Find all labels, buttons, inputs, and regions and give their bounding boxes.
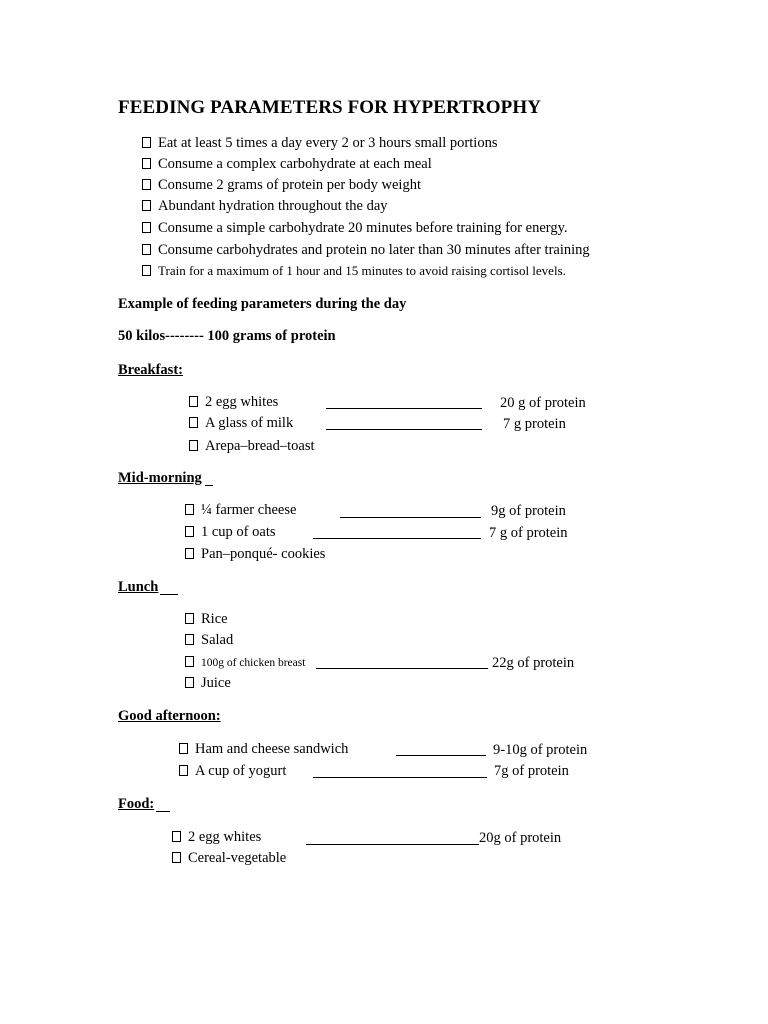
list-item: Salad: [185, 633, 233, 648]
list-item: 2 egg whites: [189, 395, 278, 410]
page-title: FEEDING PARAMETERS FOR HYPERTROPHY: [118, 97, 542, 118]
checkbox-icon: [189, 417, 198, 428]
list-item: Train for a maximum of 1 hour and 15 minutes to avoid raising cortisol levels.: [142, 264, 566, 277]
heading-underline: [205, 485, 213, 486]
fill-line: [326, 408, 482, 409]
list-item: 100g of chicken breast: [185, 656, 305, 670]
list-item: Arepa–bread–toast: [189, 439, 315, 454]
heading-underline: [160, 594, 178, 595]
checkbox-icon: [189, 396, 198, 407]
list-item: Consume carbohydrates and protein no later than 30 minutes after training: [142, 243, 590, 258]
checkbox-icon: [142, 265, 151, 276]
fill-line: [396, 755, 486, 756]
checkbox-icon: [185, 548, 194, 559]
checkbox-icon: [142, 179, 151, 190]
checkbox-icon: [142, 200, 151, 211]
list-item: A cup of yogurt: [179, 764, 286, 779]
example-heading: Example of feeding parameters during the day: [118, 296, 407, 312]
checkbox-icon: [185, 613, 194, 624]
fill-line: [306, 844, 479, 845]
protein-ratio: 50 kilos-------- 100 grams of protein: [118, 328, 336, 344]
protein-amount: 9-10g of protein: [493, 742, 588, 758]
list-item: Rice: [185, 612, 228, 627]
list-item: Abundant hydration throughout the day: [142, 199, 388, 214]
checkbox-icon: [185, 526, 194, 537]
checkbox-icon: [142, 137, 151, 148]
fill-line: [340, 517, 481, 518]
checkbox-icon: [185, 504, 194, 515]
section-heading-food: Food:: [118, 796, 155, 812]
checkbox-icon: [185, 656, 194, 667]
protein-amount: 7 g of protein: [489, 525, 568, 541]
protein-amount: 7 g protein: [503, 416, 566, 432]
list-item: Ham and cheese sandwich: [179, 742, 348, 757]
checkbox-icon: [185, 677, 194, 688]
section-heading-good-afternoon: Good afternoon:: [118, 708, 221, 724]
section-heading-breakfast: Breakfast:: [118, 362, 183, 378]
checkbox-icon: [185, 634, 194, 645]
list-item: Pan–ponqué- cookies: [185, 547, 325, 562]
checkbox-icon: [142, 158, 151, 169]
list-item: Consume a simple carbohydrate 20 minutes before training for energy.: [142, 221, 568, 236]
checkbox-icon: [142, 222, 151, 233]
section-heading-mid-morning: Mid-morning: [118, 470, 202, 486]
list-item: A glass of milk: [189, 416, 293, 431]
list-item: Consume 2 grams of protein per body weight: [142, 178, 421, 193]
protein-amount: 9g of protein: [491, 503, 566, 519]
list-item: 1 cup of oats: [185, 525, 276, 540]
fill-line: [313, 538, 481, 539]
list-item: Eat at least 5 times a day every 2 or 3 hours small portions: [142, 136, 497, 151]
list-item: ¼ farmer cheese: [185, 503, 296, 518]
checkbox-icon: [179, 765, 188, 776]
heading-underline: [156, 811, 170, 812]
fill-line: [316, 668, 488, 669]
checkbox-icon: [189, 440, 198, 451]
protein-amount: 7g of protein: [494, 763, 569, 779]
list-item: Juice: [185, 676, 231, 691]
protein-amount: 22g of protein: [492, 655, 575, 671]
fill-line: [326, 429, 482, 430]
section-heading-lunch: Lunch: [118, 579, 159, 595]
checkbox-icon: [172, 852, 181, 863]
list-item: Consume a complex carbohydrate at each meal: [142, 157, 432, 172]
list-item: Cereal-vegetable: [172, 851, 286, 866]
protein-amount: 20 g of protein: [500, 395, 586, 411]
protein-amount: 20g of protein: [479, 830, 562, 846]
list-item: 2 egg whites: [172, 830, 261, 845]
checkbox-icon: [142, 244, 151, 255]
fill-line: [313, 777, 487, 778]
checkbox-icon: [179, 743, 188, 754]
checkbox-icon: [172, 831, 181, 842]
